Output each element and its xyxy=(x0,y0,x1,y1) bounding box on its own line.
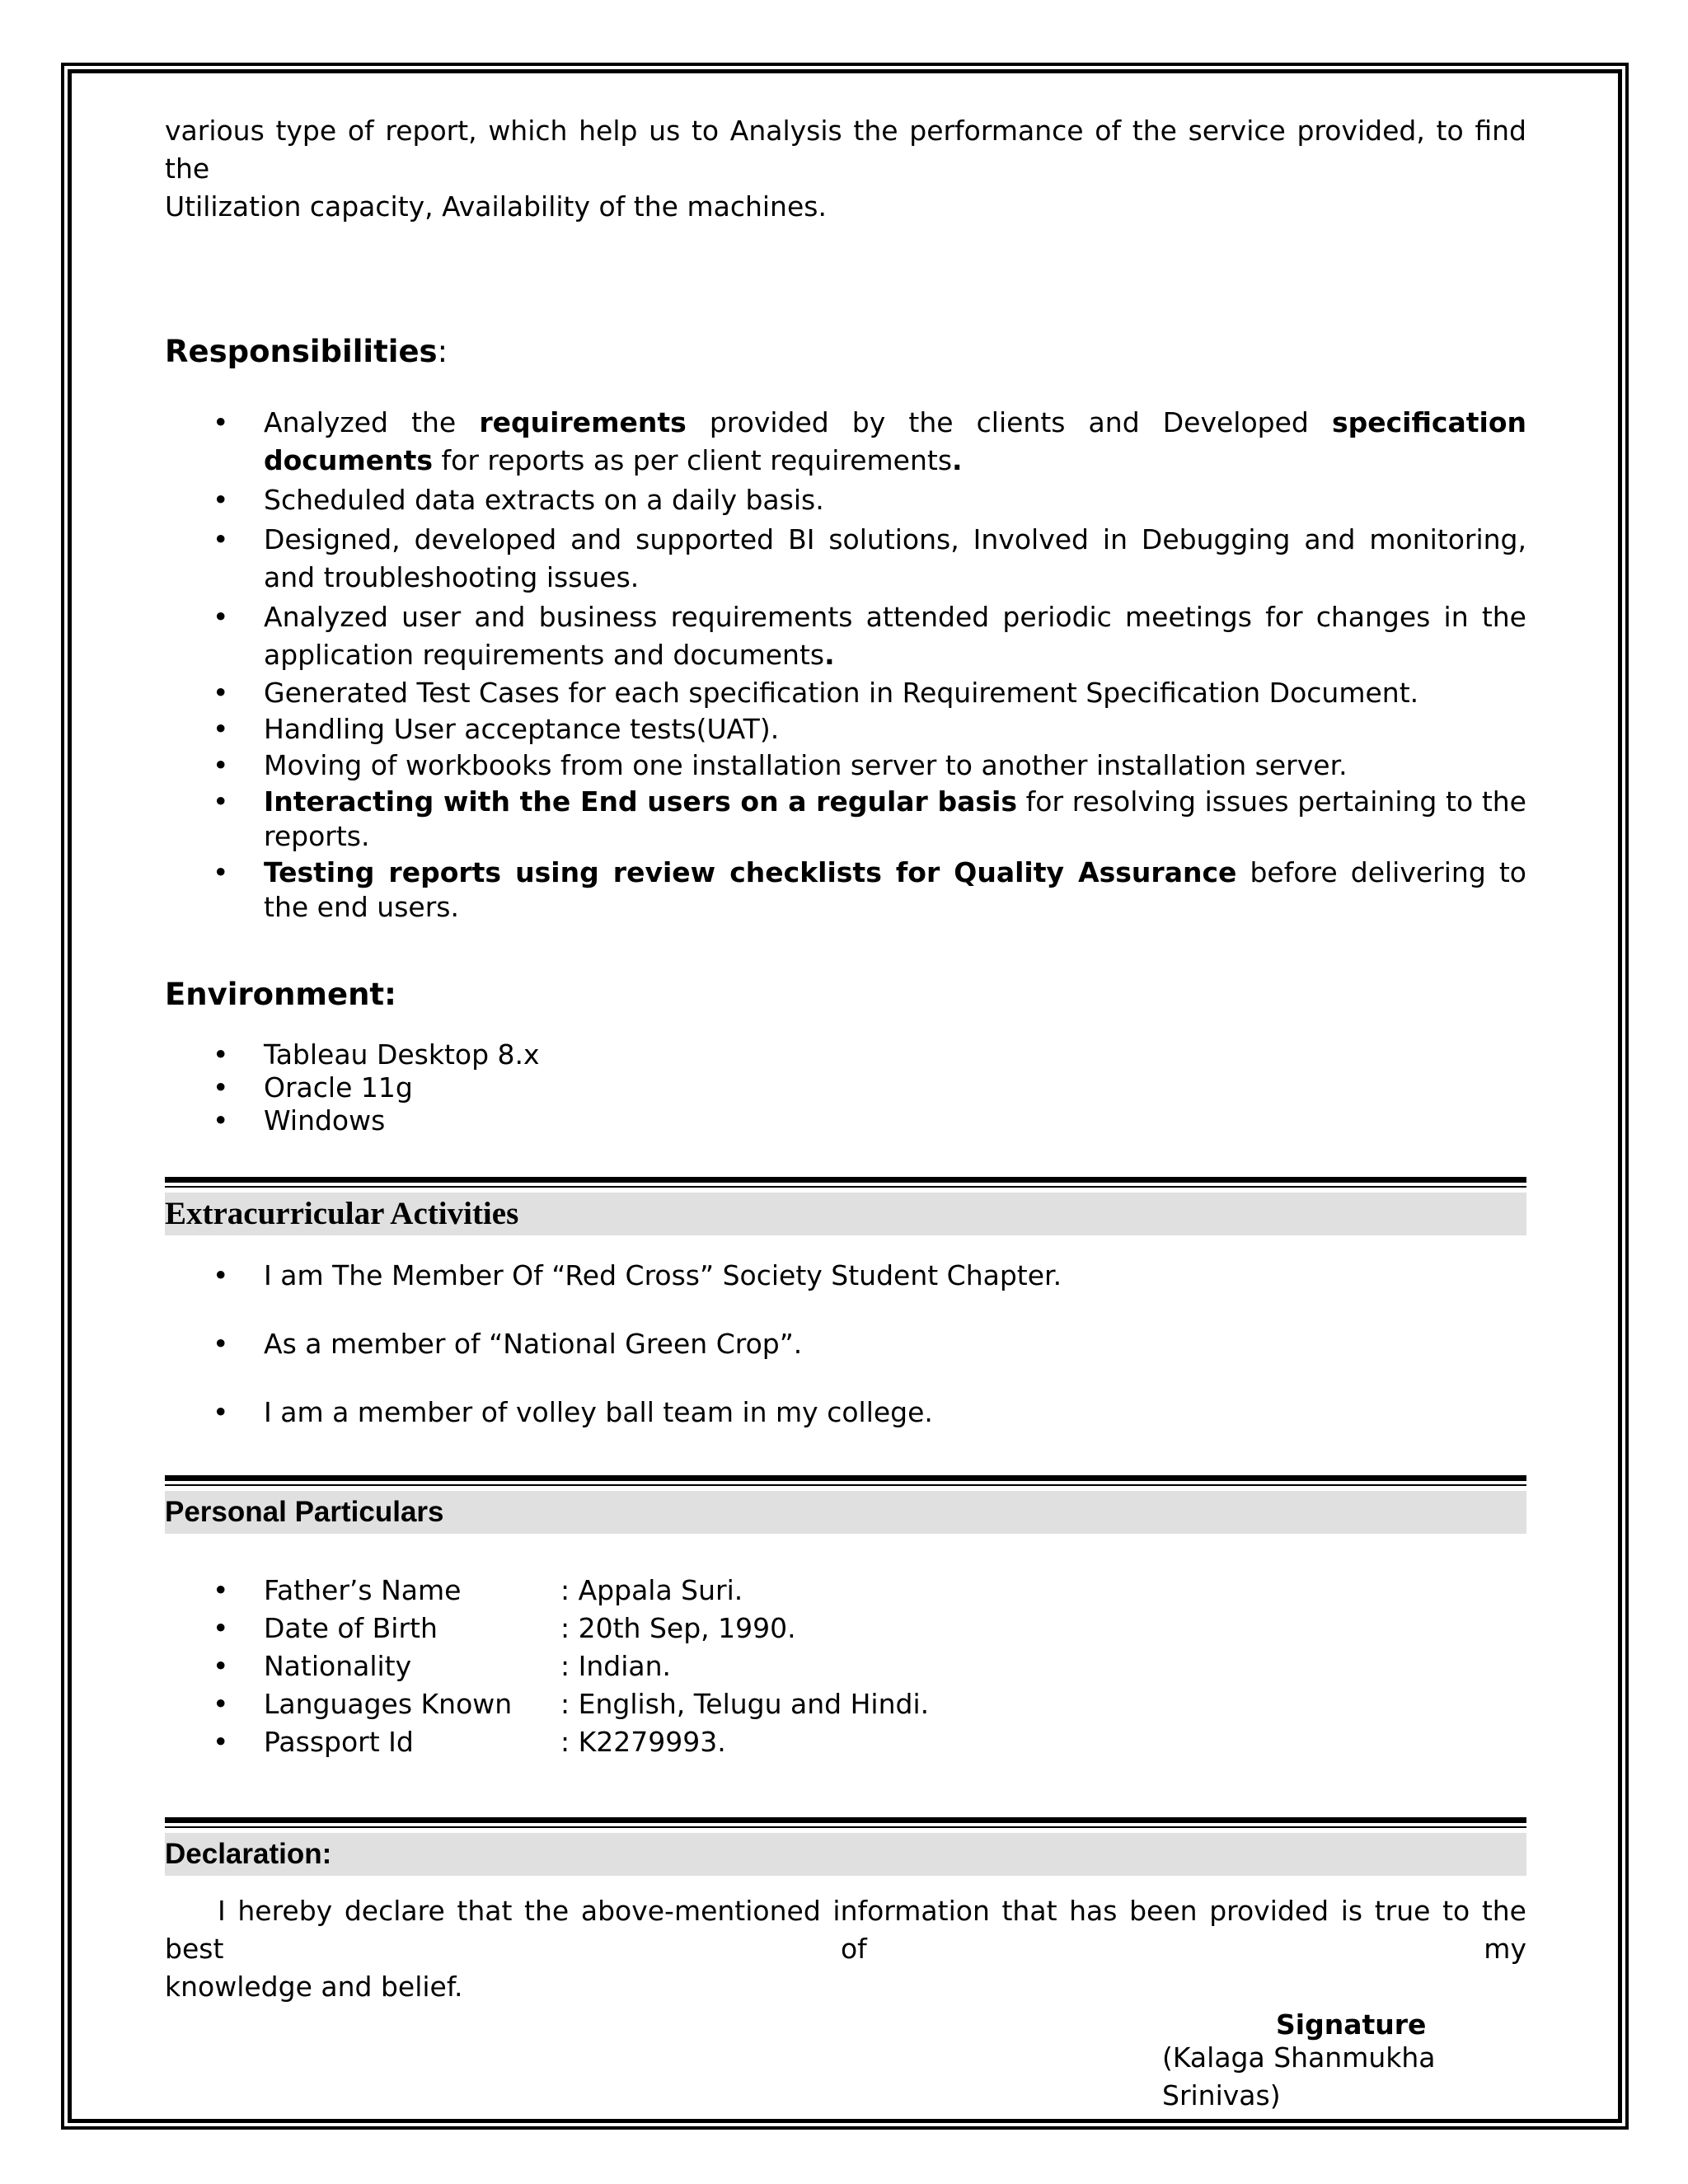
list-item xyxy=(165,598,1526,674)
section-divider-thin xyxy=(165,1826,1526,1828)
list-item xyxy=(165,748,1526,783)
item-text: Handling User acceptance tests(UAT). xyxy=(264,713,780,745)
responsibilities-heading xyxy=(165,331,1526,373)
bullet-icon: • xyxy=(213,1688,229,1720)
item-text: As a member of “National Green Crop”. xyxy=(264,1328,803,1360)
bullet-icon: • xyxy=(213,406,229,438)
list-item xyxy=(165,1071,1526,1104)
responsibilities-list xyxy=(165,404,1526,925)
list-item xyxy=(165,676,1526,710)
list-item xyxy=(165,1325,1526,1363)
item-text: for reports as per client requirements xyxy=(433,444,953,476)
field-value: : K2279993. xyxy=(560,1726,726,1758)
bullet-icon: • xyxy=(213,601,229,633)
list-item xyxy=(165,1572,1526,1610)
bullet-icon: • xyxy=(213,1038,229,1071)
item-text: Moving of workbooks from one installation server to another installation server. xyxy=(264,749,1348,781)
item-bold-text: Interacting with the End users on a regular basis xyxy=(264,785,1017,818)
field-value: : English, Telugu and Hindi. xyxy=(560,1688,930,1720)
intro-paragraph xyxy=(165,112,1526,226)
item-text: I am The Member Of “Red Cross” Society Student Chapter. xyxy=(264,1259,1062,1291)
field-label: Languages Known xyxy=(264,1688,513,1720)
list-item xyxy=(165,404,1526,480)
extracurricular-list xyxy=(165,1257,1526,1432)
bullet-icon: • xyxy=(213,1328,229,1360)
item-text: Oracle 11g xyxy=(264,1071,413,1104)
bullet-icon: • xyxy=(213,523,229,555)
field-label: Nationality xyxy=(264,1650,412,1682)
list-item xyxy=(165,1394,1526,1432)
extracurricular-heading: Extracurricular Activities xyxy=(165,1193,1526,1235)
bullet-icon: • xyxy=(213,749,229,781)
list-item xyxy=(165,1685,1526,1723)
list-item xyxy=(165,1104,1526,1137)
section-divider xyxy=(165,1177,1526,1183)
bullet-icon: • xyxy=(213,1650,229,1682)
section-divider-thin xyxy=(165,1484,1526,1486)
bullet-icon: • xyxy=(213,1612,229,1644)
responsibilities-heading-text: Responsibilities xyxy=(165,334,438,369)
personal-list xyxy=(165,1572,1526,1761)
list-item xyxy=(165,1723,1526,1761)
environment-heading: Environment: xyxy=(165,977,396,1012)
section-divider xyxy=(165,1475,1526,1481)
field-label: Date of Birth xyxy=(264,1612,438,1644)
list-item xyxy=(165,1647,1526,1685)
item-text: Generated Test Cases for each specification in Requirement Specification Document. xyxy=(264,677,1419,709)
item-text: Analyzed the xyxy=(264,406,480,438)
list-item xyxy=(165,855,1526,925)
item-text: I am a member of volley ball team in my college. xyxy=(264,1396,933,1428)
field-value: : Indian. xyxy=(560,1650,671,1682)
item-text: before delivering to the end users. xyxy=(264,856,1526,923)
item-text: Windows xyxy=(264,1104,386,1137)
bullet-icon: • xyxy=(213,713,229,745)
list-item xyxy=(165,1257,1526,1295)
intro-line-2: Utilization capacity, Availability of the machines. xyxy=(165,190,827,223)
item-bold-text: . xyxy=(824,639,835,671)
bullet-icon: • xyxy=(213,1574,229,1606)
responsibilities-section xyxy=(165,331,1526,925)
list-item xyxy=(165,521,1526,597)
list-item xyxy=(165,712,1526,747)
field-value: : Appala Suri. xyxy=(560,1574,743,1606)
intro-line-1: various type of report, which help us to Analysis the performance of the service provided, to find the xyxy=(165,115,1526,185)
list-item xyxy=(165,785,1526,854)
item-text: for resolving issues pertaining to the reports. xyxy=(264,785,1526,852)
bullet-icon: • xyxy=(213,1104,229,1137)
item-text: provided by the clients and Developed xyxy=(686,406,1332,438)
bullet-icon: • xyxy=(213,1071,229,1104)
list-item xyxy=(165,1610,1526,1647)
declaration-heading: Declaration: xyxy=(165,1833,1526,1876)
bullet-icon: • xyxy=(213,856,229,888)
environment-list xyxy=(165,1038,1526,1137)
item-bold-text: . xyxy=(952,444,963,476)
bullet-icon: • xyxy=(213,677,229,709)
item-text: Tableau Desktop 8.x xyxy=(264,1038,540,1071)
item-bold-text: Testing reports using review checklists for Quality Assurance xyxy=(264,856,1237,888)
item-text: Designed, developed and supported BI solutions, Involved in Debugging and monitoring, and troubleshooting issues. xyxy=(264,523,1526,593)
personal-section xyxy=(165,1475,1526,1761)
item-text: Scheduled data extracts on a daily basis. xyxy=(264,484,824,516)
declaration-line-1: I hereby declare that the above-mentioned information that has been provided is true to the best of my xyxy=(165,1895,1526,1965)
responsibilities-heading-colon: : xyxy=(437,334,448,369)
list-item xyxy=(165,1038,1526,1071)
bullet-icon: • xyxy=(213,785,229,818)
bullet-icon: • xyxy=(213,1396,229,1428)
extracurricular-section xyxy=(165,1177,1526,1432)
bullet-icon: • xyxy=(213,1259,229,1291)
item-text: Analyzed user and business requirements attended periodic meetings for changes in the application requirements and documents xyxy=(264,601,1526,671)
field-label: Father’s Name xyxy=(264,1574,462,1606)
field-value: : 20th Sep, 1990. xyxy=(560,1612,796,1644)
section-divider-thin xyxy=(165,1186,1526,1188)
item-bold-text: specification documents xyxy=(264,406,1526,476)
signature-label: Signature xyxy=(1276,2008,1427,2041)
list-item xyxy=(165,481,1526,519)
signature-name: (Kalaga Shanmukha Srinivas) xyxy=(1162,2041,1436,2111)
item-bold-text: requirements xyxy=(479,406,687,438)
signature-block xyxy=(165,2006,1526,2111)
resume-page-content xyxy=(165,112,1526,2111)
personal-heading: Personal Particulars xyxy=(165,1491,1526,1534)
section-divider xyxy=(165,1817,1526,1823)
declaration-section xyxy=(165,1817,1526,2111)
environment-section xyxy=(165,974,1526,1137)
declaration-line-2: knowledge and belief. xyxy=(165,1971,463,2003)
bullet-icon: • xyxy=(213,1726,229,1758)
field-label: Passport Id xyxy=(264,1726,414,1758)
bullet-icon: • xyxy=(213,484,229,516)
